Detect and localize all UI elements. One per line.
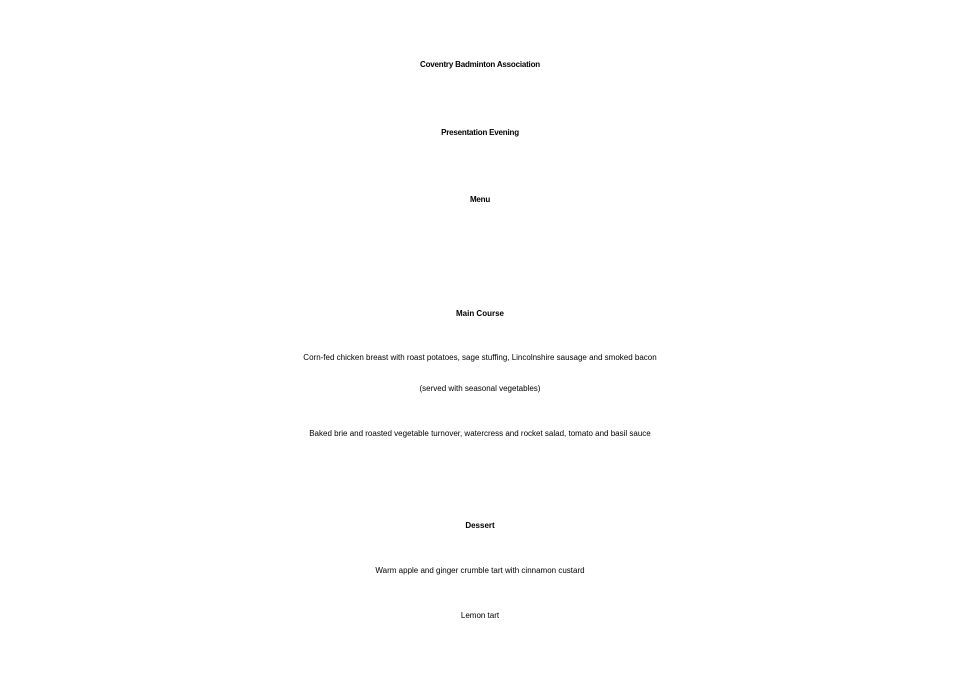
dessert-item-1: Warm apple and ginger crumble tart with cinnamon custard (375, 566, 585, 575)
dessert-heading: Dessert (465, 521, 495, 530)
dessert-item-2: Lemon tart (460, 611, 500, 620)
main-course-heading: Main Course (455, 309, 504, 318)
main-course-item-1-line-1: Corn-fed chicken breast with roast potatoes, sage stuffing, Lincolnshire sausage and smoked bacon (303, 353, 657, 362)
main-course-item-1-line-2: (served with seasonal vegetables) (419, 384, 541, 393)
menu-title: Menu (469, 195, 491, 204)
organisation-title: Coventry Badminton Association (420, 60, 540, 69)
main-course-item-2: Baked brie and roasted vegetable turnover, watercress and rocket salad, tomato and basil sauce (309, 429, 651, 438)
event-title: Presentation Evening (441, 128, 519, 137)
